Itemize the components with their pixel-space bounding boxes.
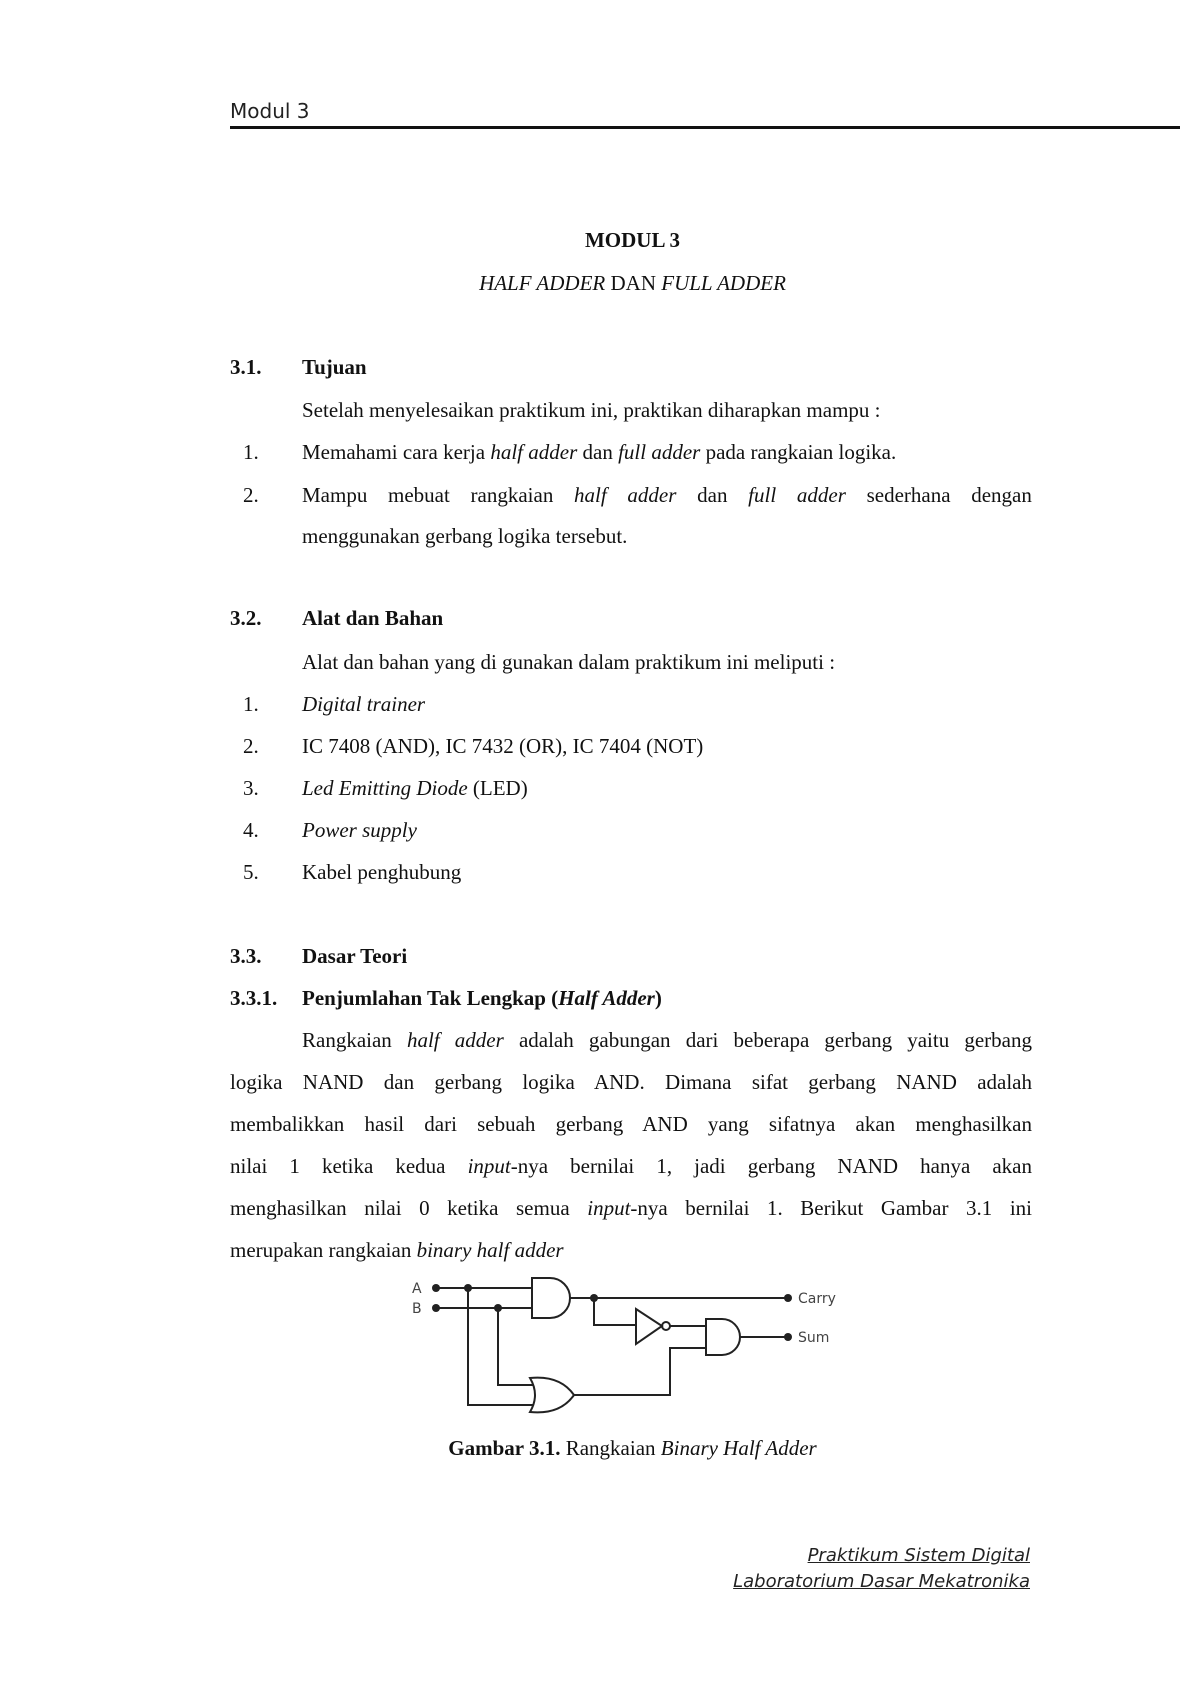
node-a — [432, 1284, 440, 1292]
and-gate-1 — [532, 1278, 570, 1318]
objective-1-part: Memahami cara kerja — [302, 440, 491, 464]
half-adder-circuit-diagram — [400, 1270, 836, 1420]
section-3-2-number: 3.2. — [230, 606, 262, 630]
wire-or-to-and — [574, 1348, 706, 1395]
footer-line-1: Praktikum Sistem Digital — [807, 1545, 1030, 1566]
subsection-title-italic: Half Adder — [558, 986, 655, 1010]
text: -nya bernilai 1. Berikut Gambar 3.1 ini — [630, 1196, 1033, 1220]
section-3-1-title: Tujuan — [302, 355, 367, 379]
header-rule — [230, 126, 1180, 129]
word: Mampu — [302, 483, 368, 507]
text: nilai 1 ketika kedua — [230, 1154, 468, 1178]
node-sum — [784, 1333, 792, 1341]
label-carry: Carry — [798, 1291, 836, 1307]
subtitle-half-adder: HALF ADDER — [479, 271, 606, 295]
node-b — [432, 1304, 440, 1312]
subtitle-dan: DAN — [605, 271, 662, 295]
word: mebuat — [388, 483, 450, 507]
equipment-4-number: 4. — [243, 818, 259, 842]
text-italic: input — [587, 1196, 631, 1220]
label-a: A — [412, 1281, 422, 1297]
paragraph-line-3: membalikkan hasil dari sebuah gerbang AND yang sifatnya akan menghasilkan — [230, 1112, 1032, 1136]
section-3-2-title: Alat dan Bahan — [302, 606, 444, 630]
junction-a — [464, 1284, 472, 1292]
text-italic: binary half adder — [416, 1238, 564, 1262]
equipment-4-text — [302, 818, 417, 843]
section-3-3-number: 3.3. — [230, 944, 262, 968]
word: dan — [697, 483, 728, 507]
text: menghasilkan nilai 0 ketika semua — [230, 1196, 588, 1220]
equipment-1-text — [302, 692, 425, 717]
word: sederhana — [866, 483, 951, 507]
objective-1-italic-half-adder: half adder — [490, 440, 578, 464]
objective-1-number: 1. — [243, 440, 259, 464]
equipment-1-number: 1. — [243, 692, 259, 716]
paragraph-line-4 — [230, 1154, 1032, 1179]
wire-to-not — [594, 1298, 636, 1325]
text-italic: half adder — [406, 1028, 504, 1052]
paragraph-line-1 — [302, 1028, 1032, 1053]
equipment-4-italic: Power supply — [302, 818, 417, 842]
node-carry — [784, 1294, 792, 1302]
subsection-title-part: Penjumlahan Tak Lengkap ( — [302, 986, 559, 1010]
caption-italic: Binary Half Adder — [660, 1436, 817, 1460]
text: merupakan rangkaian — [230, 1238, 417, 1262]
word: dengan — [971, 483, 1032, 507]
equipment-5-text: Kabel penghubung — [302, 860, 462, 884]
junction-b — [494, 1304, 502, 1312]
paragraph-line-2: logika NAND dan gerbang logika AND. Dimana sifat gerbang NAND adalah — [230, 1070, 1032, 1094]
or-gate — [530, 1378, 574, 1413]
equipment-3-number: 3. — [243, 776, 259, 800]
running-header: Modul 3 — [230, 99, 310, 123]
equipment-2-number: 2. — [243, 734, 259, 758]
doc-title: MODUL 3 — [584, 228, 681, 252]
objective-1-part: pada rangkaian logika. — [700, 440, 897, 464]
text: adalah gabungan dari beberapa gerbang yaitu gerbang — [503, 1028, 1033, 1052]
objective-1-part: dan — [577, 440, 619, 464]
and-gate-2 — [706, 1319, 740, 1355]
equipment-5-number: 5. — [243, 860, 259, 884]
section-3-3-title: Dasar Teori — [302, 944, 408, 968]
objective-1-italic-full-adder: full adder — [618, 440, 701, 464]
objective-1-text — [302, 440, 896, 465]
text-italic: input — [467, 1154, 511, 1178]
caption-text: Rangkaian — [560, 1436, 661, 1460]
label-b: B — [412, 1301, 422, 1317]
paragraph-line-5 — [230, 1196, 1032, 1221]
word-italic: full — [748, 483, 777, 507]
label-sum: Sum — [798, 1330, 830, 1346]
text: -nya bernilai 1, jadi gerbang NAND hanya akan — [510, 1154, 1032, 1178]
word-italic: adder — [796, 483, 846, 507]
caption-label: Gambar 3.1. — [448, 1436, 561, 1460]
word-italic: adder — [627, 483, 677, 507]
subsection-3-3-1-number: 3.3.1. — [230, 986, 278, 1010]
section-3-1-number: 3.1. — [230, 355, 262, 379]
page-footer — [700, 1543, 1030, 1595]
word: rangkaian — [470, 483, 554, 507]
equipment-3-italic: Led Emitting Diode — [302, 776, 468, 800]
section-3-2-intro: Alat dan bahan yang di gunakan dalam praktikum ini meliputi : — [302, 650, 836, 674]
equipment-2-text: IC 7408 (AND), IC 7432 (OR), IC 7404 (NOT) — [302, 734, 704, 758]
objective-2-line-1 — [302, 483, 1032, 508]
equipment-3-text — [302, 776, 528, 801]
paragraph-line-6 — [230, 1238, 1032, 1263]
subsection-3-3-1-title — [302, 986, 662, 1011]
objective-2-number: 2. — [243, 483, 259, 507]
word-italic: half — [574, 483, 607, 507]
objective-2-line-2: menggunakan gerbang logika tersebut. — [302, 524, 628, 548]
equipment-1-italic: Digital trainer — [302, 692, 426, 716]
figure-caption — [230, 1436, 1035, 1461]
footer-line-2: Laboratorium Dasar Mekatronika — [733, 1571, 1030, 1592]
equipment-3-suffix: (LED) — [467, 776, 528, 800]
section-3-1-intro: Setelah menyelesaikan praktikum ini, praktikan diharapkan mampu : — [302, 398, 881, 422]
not-gate — [636, 1309, 662, 1344]
subtitle-full-adder: FULL ADDER — [661, 271, 786, 295]
junction-carry — [590, 1294, 598, 1302]
text: Rangkaian — [302, 1028, 407, 1052]
subsection-title-part: ) — [654, 986, 662, 1010]
doc-subtitle — [230, 271, 1035, 296]
wire-b-to-or — [498, 1308, 534, 1385]
